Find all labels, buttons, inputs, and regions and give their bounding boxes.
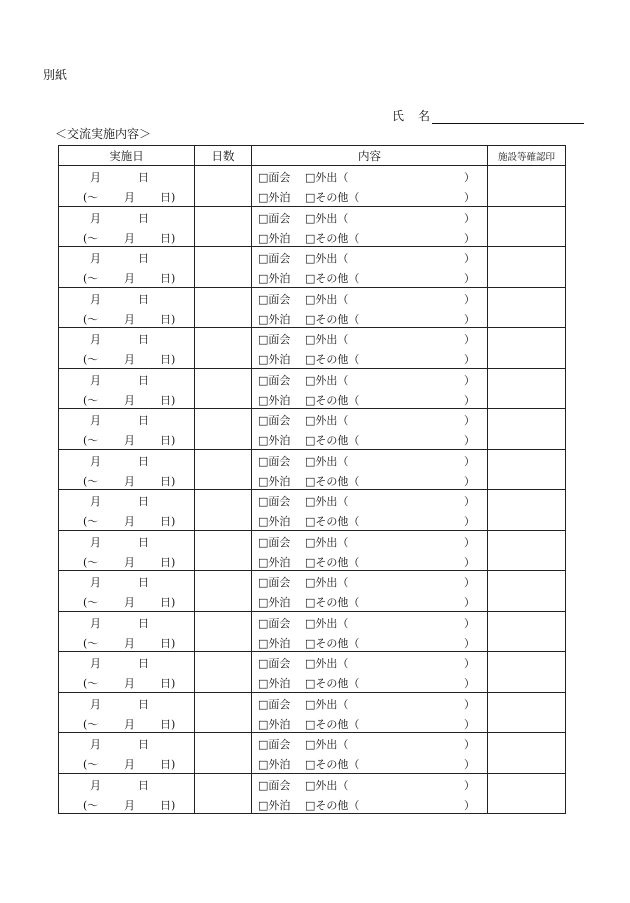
outing-close-paren: ）	[464, 414, 475, 428]
date-cell[interactable]	[59, 409, 195, 450]
table-row	[59, 530, 566, 571]
outing-close-paren: ）	[464, 657, 475, 671]
checkbox-other[interactable]: □その他（	[305, 555, 360, 569]
date-range-day-label: 日)	[160, 272, 176, 286]
content-cell	[252, 206, 488, 247]
date-range-day-label: 日)	[160, 434, 176, 448]
date-day-label: 日	[138, 211, 149, 225]
date-day-label: 日	[138, 697, 149, 711]
checkbox-visit[interactable]: □面会	[258, 576, 291, 590]
facility-seal-cell[interactable]	[488, 166, 566, 207]
date-range-month-label: 月	[124, 353, 135, 367]
days-cell[interactable]	[195, 530, 252, 571]
date-range-month-label: 月	[124, 434, 135, 448]
checkbox-outing[interactable]: □外出（	[305, 373, 349, 387]
checkbox-overnight[interactable]: □外泊	[258, 636, 291, 650]
checkbox-other[interactable]: □その他（	[305, 515, 360, 529]
checkbox-outing[interactable]: □外出（	[305, 211, 349, 225]
checkbox-other[interactable]: □その他（	[305, 636, 360, 650]
checkbox-visit[interactable]: □面会	[258, 697, 291, 711]
date-month-label: 月	[90, 454, 101, 468]
checkbox-visit[interactable]: □面会	[258, 171, 291, 185]
checkbox-visit[interactable]: □面会	[258, 778, 291, 792]
date-month-label: 月	[90, 292, 101, 306]
date-cell[interactable]	[59, 287, 195, 328]
checkbox-visit[interactable]: □面会	[258, 657, 291, 671]
table-body	[59, 166, 566, 814]
date-cell[interactable]	[59, 692, 195, 733]
table-row	[59, 652, 566, 693]
date-day-label: 日	[138, 778, 149, 792]
checkbox-overnight[interactable]: □外泊	[258, 677, 291, 691]
facility-seal-cell[interactable]	[488, 247, 566, 288]
date-day-label: 日	[138, 616, 149, 630]
date-day-label: 日	[138, 454, 149, 468]
outing-close-paren: ）	[464, 292, 475, 306]
section-title: ＜交流実施内容＞	[55, 127, 152, 141]
content-cell	[252, 449, 488, 490]
facility-seal-cell[interactable]	[488, 733, 566, 774]
checkbox-overnight[interactable]: □外泊	[258, 758, 291, 772]
table-row	[59, 368, 566, 409]
facility-seal-cell[interactable]	[488, 571, 566, 612]
checkbox-overnight[interactable]: □外泊	[258, 191, 291, 205]
outing-close-paren: ）	[464, 373, 475, 387]
other-close-paren: ）	[464, 677, 475, 691]
other-close-paren: ）	[464, 191, 475, 205]
date-day-label: 日	[138, 535, 149, 549]
date-range-day-label: 日)	[160, 231, 176, 245]
checkbox-other[interactable]: □その他（	[305, 717, 360, 731]
date-cell[interactable]	[59, 611, 195, 652]
facility-seal-cell[interactable]	[488, 328, 566, 369]
checkbox-outing[interactable]: □外出（	[305, 252, 349, 266]
checkbox-other[interactable]: □その他（	[305, 231, 360, 245]
date-range-month-label: 月	[124, 272, 135, 286]
attachment-label: 別紙	[43, 68, 68, 82]
days-cell[interactable]	[195, 733, 252, 774]
outing-close-paren: ）	[464, 738, 475, 752]
date-range-month-label: 月	[124, 717, 135, 731]
date-range-month-label: 月	[124, 393, 135, 407]
date-cell[interactable]	[59, 247, 195, 288]
checkbox-overnight[interactable]: □外泊	[258, 515, 291, 529]
checkbox-outing[interactable]: □外出（	[305, 414, 349, 428]
checkbox-outing[interactable]: □外出（	[305, 738, 349, 752]
table-row	[59, 287, 566, 328]
checkbox-outing[interactable]: □外出（	[305, 535, 349, 549]
checkbox-other[interactable]: □その他（	[305, 758, 360, 772]
name-field	[392, 107, 584, 124]
date-month-label: 月	[90, 778, 101, 792]
date-month-label: 月	[90, 211, 101, 225]
other-close-paren: ）	[464, 717, 475, 731]
date-range-open: (～	[83, 717, 99, 731]
checkbox-outing[interactable]: □外出（	[305, 171, 349, 185]
date-range-day-label: 日)	[160, 798, 176, 812]
table-row	[59, 611, 566, 652]
date-month-label: 月	[90, 333, 101, 347]
date-range-open: (～	[83, 677, 99, 691]
checkbox-other[interactable]: □その他（	[305, 272, 360, 286]
content-cell	[252, 733, 488, 774]
date-day-label: 日	[138, 414, 149, 428]
date-day-label: 日	[138, 292, 149, 306]
checkbox-overnight[interactable]: □外泊	[258, 596, 291, 610]
date-cell[interactable]	[59, 166, 195, 207]
table-row	[59, 328, 566, 369]
date-range-day-label: 日)	[160, 717, 176, 731]
outing-close-paren: ）	[464, 454, 475, 468]
table-row	[59, 166, 566, 207]
content-cell	[252, 247, 488, 288]
table-header-row	[59, 146, 566, 166]
date-range-day-label: 日)	[160, 677, 176, 691]
date-day-label: 日	[138, 495, 149, 509]
content-cell	[252, 692, 488, 733]
date-range-month-label: 月	[124, 677, 135, 691]
checkbox-outing[interactable]: □外出（	[305, 778, 349, 792]
date-range-open: (～	[83, 596, 99, 610]
checkbox-overnight[interactable]: □外泊	[258, 353, 291, 367]
content-cell	[252, 490, 488, 531]
table-row	[59, 692, 566, 733]
date-day-label: 日	[138, 252, 149, 266]
content-cell	[252, 328, 488, 369]
checkbox-visit[interactable]: □面会	[258, 535, 291, 549]
date-range-day-label: 日)	[160, 393, 176, 407]
days-cell[interactable]	[195, 247, 252, 288]
outing-close-paren: ）	[464, 171, 475, 185]
checkbox-overnight[interactable]: □外泊	[258, 434, 291, 448]
checkbox-visit[interactable]: □面会	[258, 333, 291, 347]
days-cell[interactable]	[195, 773, 252, 814]
date-range-month-label: 月	[124, 474, 135, 488]
days-cell[interactable]	[195, 490, 252, 531]
date-month-label: 月	[90, 373, 101, 387]
other-close-paren: ）	[464, 798, 475, 812]
table-row	[59, 449, 566, 490]
checkbox-other[interactable]: □その他（	[305, 798, 360, 812]
facility-seal-cell[interactable]	[488, 773, 566, 814]
date-range-month-label: 月	[124, 312, 135, 326]
outing-close-paren: ）	[464, 697, 475, 711]
checkbox-other[interactable]: □その他（	[305, 474, 360, 488]
checkbox-overnight[interactable]: □外泊	[258, 717, 291, 731]
checkbox-other[interactable]: □その他（	[305, 596, 360, 610]
checkbox-overnight[interactable]: □外泊	[258, 272, 291, 286]
facility-seal-cell[interactable]	[488, 490, 566, 531]
other-close-paren: ）	[464, 636, 475, 650]
content-cell	[252, 611, 488, 652]
date-range-open: (～	[83, 636, 99, 650]
outing-close-paren: ）	[464, 333, 475, 347]
checkbox-other[interactable]: □その他（	[305, 353, 360, 367]
date-cell[interactable]	[59, 490, 195, 531]
checkbox-visit[interactable]: □面会	[258, 414, 291, 428]
checkbox-outing[interactable]: □外出（	[305, 616, 349, 630]
date-range-open: (～	[83, 231, 99, 245]
days-cell[interactable]	[195, 206, 252, 247]
content-cell	[252, 530, 488, 571]
date-cell[interactable]	[59, 206, 195, 247]
date-month-label: 月	[90, 738, 101, 752]
date-month-label: 月	[90, 657, 101, 671]
date-range-day-label: 日)	[160, 596, 176, 610]
date-cell[interactable]	[59, 773, 195, 814]
date-range-day-label: 日)	[160, 353, 176, 367]
date-cell[interactable]	[59, 652, 195, 693]
checkbox-visit[interactable]: □面会	[258, 616, 291, 630]
other-close-paren: ）	[464, 272, 475, 286]
checkbox-overnight[interactable]: □外泊	[258, 312, 291, 326]
date-day-label: 日	[138, 576, 149, 590]
content-cell	[252, 773, 488, 814]
days-cell[interactable]	[195, 692, 252, 733]
date-cell[interactable]	[59, 571, 195, 612]
date-range-open: (～	[83, 798, 99, 812]
date-range-open: (～	[83, 474, 99, 488]
checkbox-outing[interactable]: □外出（	[305, 657, 349, 671]
checkbox-other[interactable]: □その他（	[305, 312, 360, 326]
other-close-paren: ）	[464, 353, 475, 367]
checkbox-outing[interactable]: □外出（	[305, 495, 349, 509]
table-row	[59, 571, 566, 612]
date-range-day-label: 日)	[160, 636, 176, 650]
table-row	[59, 773, 566, 814]
name-label-part2: 名	[418, 109, 431, 123]
content-cell	[252, 571, 488, 612]
facility-seal-cell[interactable]	[488, 409, 566, 450]
content-cell	[252, 409, 488, 450]
date-range-month-label: 月	[124, 798, 135, 812]
checkbox-outing[interactable]: □外出（	[305, 333, 349, 347]
date-month-label: 月	[90, 252, 101, 266]
checkbox-visit[interactable]: □面会	[258, 495, 291, 509]
facility-seal-cell[interactable]	[488, 449, 566, 490]
date-range-day-label: 日)	[160, 474, 176, 488]
content-cell	[252, 368, 488, 409]
date-range-day-label: 日)	[160, 312, 176, 326]
date-cell[interactable]	[59, 530, 195, 571]
outing-close-paren: ）	[464, 535, 475, 549]
checkbox-overnight[interactable]: □外泊	[258, 474, 291, 488]
other-close-paren: ）	[464, 474, 475, 488]
date-cell[interactable]	[59, 449, 195, 490]
facility-seal-cell[interactable]	[488, 368, 566, 409]
date-range-day-label: 日)	[160, 515, 176, 529]
outing-close-paren: ）	[464, 495, 475, 509]
date-month-label: 月	[90, 576, 101, 590]
date-month-label: 月	[90, 495, 101, 509]
checkbox-outing[interactable]: □外出（	[305, 454, 349, 468]
outing-close-paren: ）	[464, 211, 475, 225]
date-range-day-label: 日)	[160, 758, 176, 772]
other-close-paren: ）	[464, 596, 475, 610]
table-row	[59, 409, 566, 450]
checkbox-outing[interactable]: □外出（	[305, 697, 349, 711]
checkbox-outing[interactable]: □外出（	[305, 292, 349, 306]
date-day-label: 日	[138, 738, 149, 752]
date-day-label: 日	[138, 373, 149, 387]
days-cell[interactable]	[195, 571, 252, 612]
other-close-paren: ）	[464, 231, 475, 245]
other-close-paren: ）	[464, 434, 475, 448]
content-cell	[252, 652, 488, 693]
date-range-month-label: 月	[124, 555, 135, 569]
facility-seal-cell[interactable]	[488, 652, 566, 693]
date-range-open: (～	[83, 312, 99, 326]
content-cell	[252, 287, 488, 328]
outing-close-paren: ）	[464, 576, 475, 590]
date-day-label: 日	[138, 333, 149, 347]
date-month-label: 月	[90, 171, 101, 185]
other-close-paren: ）	[464, 312, 475, 326]
days-cell[interactable]	[195, 368, 252, 409]
column-header-facility-seal: 施設等確認印	[488, 146, 566, 166]
other-close-paren: ）	[464, 758, 475, 772]
outing-close-paren: ）	[464, 778, 475, 792]
days-cell[interactable]	[195, 449, 252, 490]
date-day-label: 日	[138, 171, 149, 185]
checkbox-overnight[interactable]: □外泊	[258, 555, 291, 569]
checkbox-outing[interactable]: □外出（	[305, 576, 349, 590]
checkbox-other[interactable]: □その他（	[305, 677, 360, 691]
checkbox-visit[interactable]: □面会	[258, 252, 291, 266]
date-month-label: 月	[90, 697, 101, 711]
checkbox-other[interactable]: □その他（	[305, 191, 360, 205]
column-header-days: 日数	[195, 146, 252, 166]
table-row	[59, 247, 566, 288]
facility-seal-cell[interactable]	[488, 692, 566, 733]
checkbox-overnight[interactable]: □外泊	[258, 798, 291, 812]
date-range-month-label: 月	[124, 636, 135, 650]
column-header-date: 実施日	[59, 146, 195, 166]
other-close-paren: ）	[464, 393, 475, 407]
date-month-label: 月	[90, 535, 101, 549]
date-range-open: (～	[83, 758, 99, 772]
days-cell[interactable]	[195, 611, 252, 652]
exchange-log-table	[58, 145, 566, 814]
checkbox-visit[interactable]: □面会	[258, 211, 291, 225]
date-range-open: (～	[83, 555, 99, 569]
date-range-open: (～	[83, 272, 99, 286]
checkbox-visit[interactable]: □面会	[258, 738, 291, 752]
facility-seal-cell[interactable]	[488, 530, 566, 571]
checkbox-other[interactable]: □その他（	[305, 393, 360, 407]
date-day-label: 日	[138, 657, 149, 671]
name-input-line[interactable]	[432, 109, 584, 124]
days-cell[interactable]	[195, 166, 252, 207]
checkbox-other[interactable]: □その他（	[305, 434, 360, 448]
days-cell[interactable]	[195, 652, 252, 693]
other-close-paren: ）	[464, 555, 475, 569]
days-cell[interactable]	[195, 328, 252, 369]
facility-seal-cell[interactable]	[488, 611, 566, 652]
date-cell[interactable]	[59, 733, 195, 774]
date-cell[interactable]	[59, 328, 195, 369]
days-cell[interactable]	[195, 287, 252, 328]
date-range-month-label: 月	[124, 191, 135, 205]
date-range-open: (～	[83, 434, 99, 448]
other-close-paren: ）	[464, 515, 475, 529]
checkbox-overnight[interactable]: □外泊	[258, 393, 291, 407]
date-range-open: (～	[83, 353, 99, 367]
table-row	[59, 206, 566, 247]
date-cell[interactable]	[59, 368, 195, 409]
name-label-part1: 氏	[392, 109, 405, 123]
outing-close-paren: ）	[464, 616, 475, 630]
outing-close-paren: ）	[464, 252, 475, 266]
table-row	[59, 733, 566, 774]
checkbox-visit[interactable]: □面会	[258, 454, 291, 468]
checkbox-overnight[interactable]: □外泊	[258, 231, 291, 245]
content-cell	[252, 166, 488, 207]
date-range-day-label: 日)	[160, 191, 176, 205]
date-range-month-label: 月	[124, 596, 135, 610]
table-row	[59, 490, 566, 531]
date-range-month-label: 月	[124, 515, 135, 529]
date-range-month-label: 月	[124, 758, 135, 772]
checkbox-visit[interactable]: □面会	[258, 373, 291, 387]
facility-seal-cell[interactable]	[488, 206, 566, 247]
date-range-month-label: 月	[124, 231, 135, 245]
date-range-open: (～	[83, 515, 99, 529]
date-month-label: 月	[90, 414, 101, 428]
column-header-content: 内容	[252, 146, 488, 166]
date-range-open: (～	[83, 393, 99, 407]
days-cell[interactable]	[195, 409, 252, 450]
checkbox-visit[interactable]: □面会	[258, 292, 291, 306]
date-range-day-label: 日)	[160, 555, 176, 569]
date-month-label: 月	[90, 616, 101, 630]
facility-seal-cell[interactable]	[488, 287, 566, 328]
date-range-open: (～	[83, 191, 99, 205]
